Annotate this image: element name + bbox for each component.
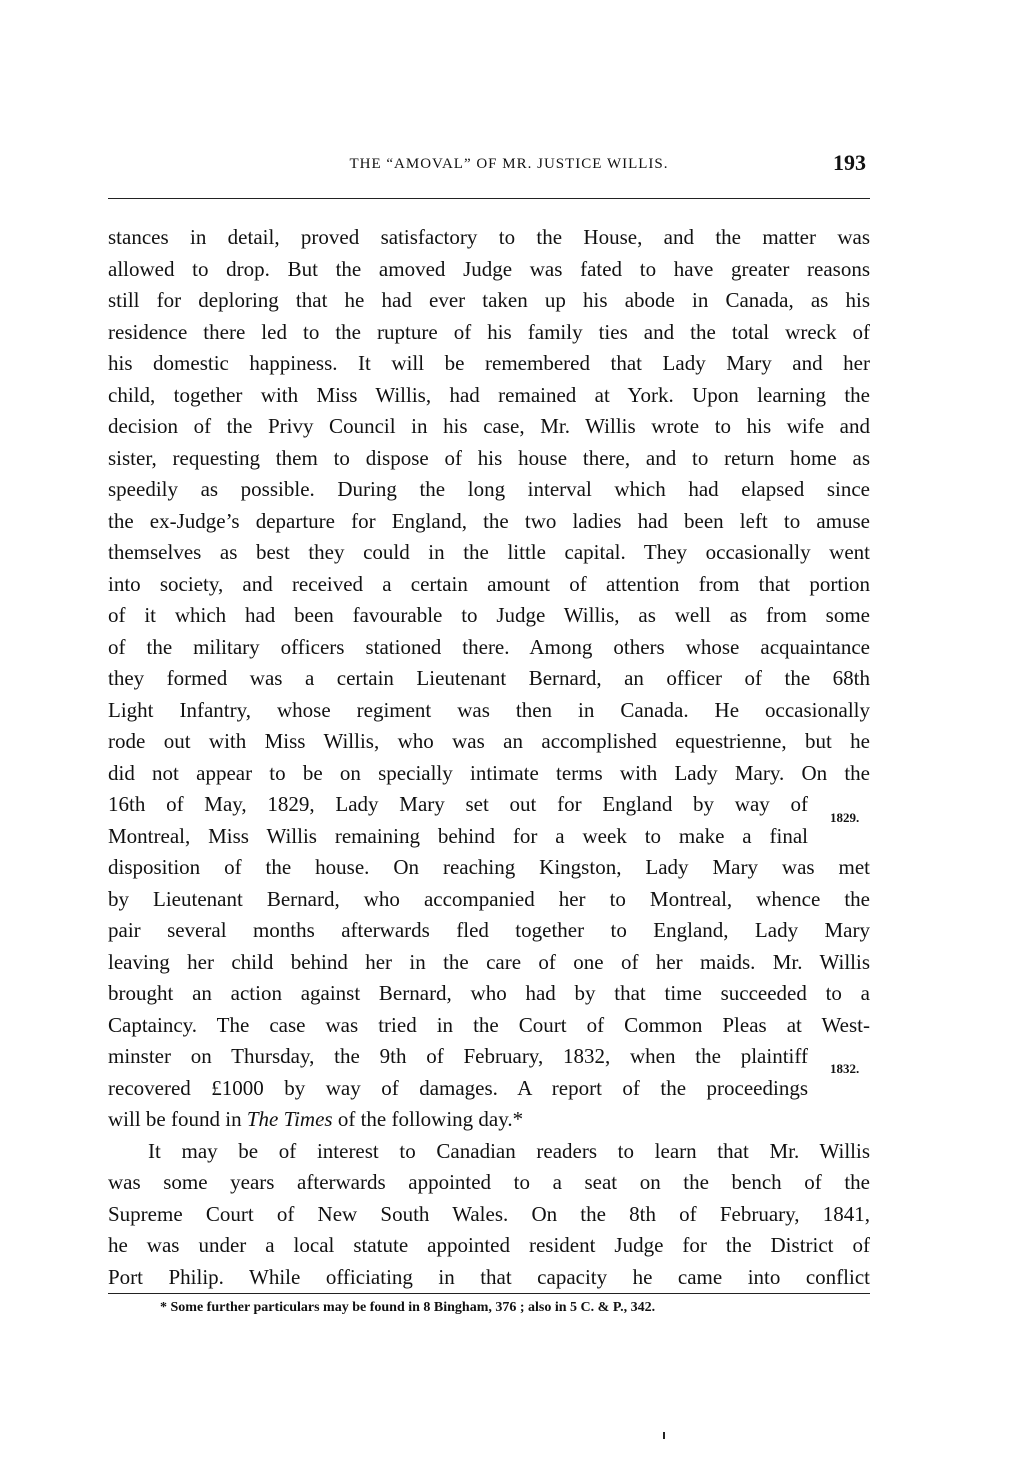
text-line: decision of the Privy Council in his case, Mr. Willis wrote to his wife and bbox=[108, 414, 870, 438]
text-line: was some years afterwards appointed to a seat on the bench of the bbox=[108, 1170, 870, 1194]
text-line: his domestic happiness. It will be remembered that Lady Mary and her bbox=[108, 351, 870, 375]
stray-ink-mark bbox=[663, 1432, 665, 1439]
text-line: rode out with Miss Willis, who was an accomplished equestrienne, but he bbox=[108, 729, 870, 753]
text-line: of the military officers stationed there. Among others whose acquaintance bbox=[108, 634, 870, 659]
footnote-rule bbox=[108, 1293, 870, 1294]
page-number: 193 bbox=[833, 150, 866, 175]
margin-note-year: 1832. bbox=[830, 1061, 860, 1076]
running-title: THE “AMOVAL” OF MR. JUSTICE WILLIS. bbox=[349, 156, 669, 172]
text-line: he was under a local statute appointed resident Judge for the District of bbox=[108, 1233, 870, 1257]
text-line: pair several months afterwards fled together to England, Lady Mary bbox=[108, 918, 870, 942]
text-line: Montreal, Miss Willis remaining behind for a week to make a final bbox=[108, 823, 808, 848]
text-line: leaving her child behind her in the care of one of her maids. Mr. Willis bbox=[108, 949, 870, 974]
text-line: Port Philip. While officiating in that capacity he came into conflict bbox=[108, 1264, 870, 1289]
text-line: brought an action against Bernard, who had by that time succeeded to a bbox=[108, 981, 870, 1005]
text-line: still for deploring that he had ever taken up his abode in Canada, as his bbox=[108, 288, 870, 312]
text-line: stances in detail, proved satisfactory to the House, and the matter was bbox=[108, 225, 870, 249]
text-line: Captaincy. The case was tried in the Court of Common Pleas at West- bbox=[108, 1012, 870, 1037]
header-rule bbox=[108, 198, 870, 199]
running-head bbox=[108, 150, 870, 178]
footnote: * Some further particulars may be found in 8 Bingham, 376 ; also in 5 C. & P., 342. bbox=[160, 1300, 656, 1315]
text-line: recovered £1000 by way of damages. A report of the proceedings bbox=[108, 1075, 808, 1100]
text-line: themselves as best they could in the little capital. They occasionally went bbox=[108, 540, 870, 564]
text-line: Supreme Court of New South Wales. On the 8th of February, 1841, bbox=[108, 1201, 870, 1226]
text-line: Light Infantry, whose regiment was then in Canada. He occasionally bbox=[108, 697, 870, 722]
text-line-start: will be found in The Times of the following day.* bbox=[108, 1107, 524, 1131]
text-line: the ex-Judge’s departure for England, the two ladies had been left to amuse bbox=[108, 508, 870, 533]
text-line: by Lieutenant Bernard, who accompanied her to Montreal, whence the bbox=[108, 886, 870, 911]
text-line: did not appear to be on specially intimate terms with Lady Mary. On the bbox=[108, 760, 870, 785]
text-line: minster on Thursday, the 9th of February, 1832, when the plaintiff bbox=[108, 1044, 808, 1068]
body-text bbox=[108, 222, 870, 1293]
text-line: sister, requesting them to dispose of his house there, and to return home as bbox=[108, 445, 870, 470]
text-line: It may be of interest to Canadian readers to learn that Mr. Willis bbox=[148, 1138, 870, 1163]
text-line: into society, and received a certain amount of attention from that portion bbox=[108, 571, 870, 596]
text-line bbox=[108, 1104, 870, 1136]
text-line: 16th of May, 1829, Lady Mary set out for England by way of bbox=[108, 792, 808, 816]
text-line: residence there led to the rupture of his family ties and the total wreck of bbox=[108, 319, 870, 344]
text-line: disposition of the house. On reaching Kingston, Lady Mary was met bbox=[108, 855, 870, 879]
text-line: allowed to drop. But the amoved Judge was fated to have greater reasons bbox=[108, 256, 870, 281]
text-line: of it which had been favourable to Judge Willis, as well as from some bbox=[108, 603, 870, 627]
text-line: child, together with Miss Willis, had remained at York. Upon learning the bbox=[108, 382, 870, 407]
margin-note-year: 1829. bbox=[830, 810, 860, 825]
italic-title: The Times bbox=[246, 1107, 333, 1131]
text-line: speedily as possible. During the long interval which had elapsed since bbox=[108, 477, 870, 501]
text-line: they formed was a certain Lieutenant Bernard, an officer of the 68th bbox=[108, 666, 870, 690]
